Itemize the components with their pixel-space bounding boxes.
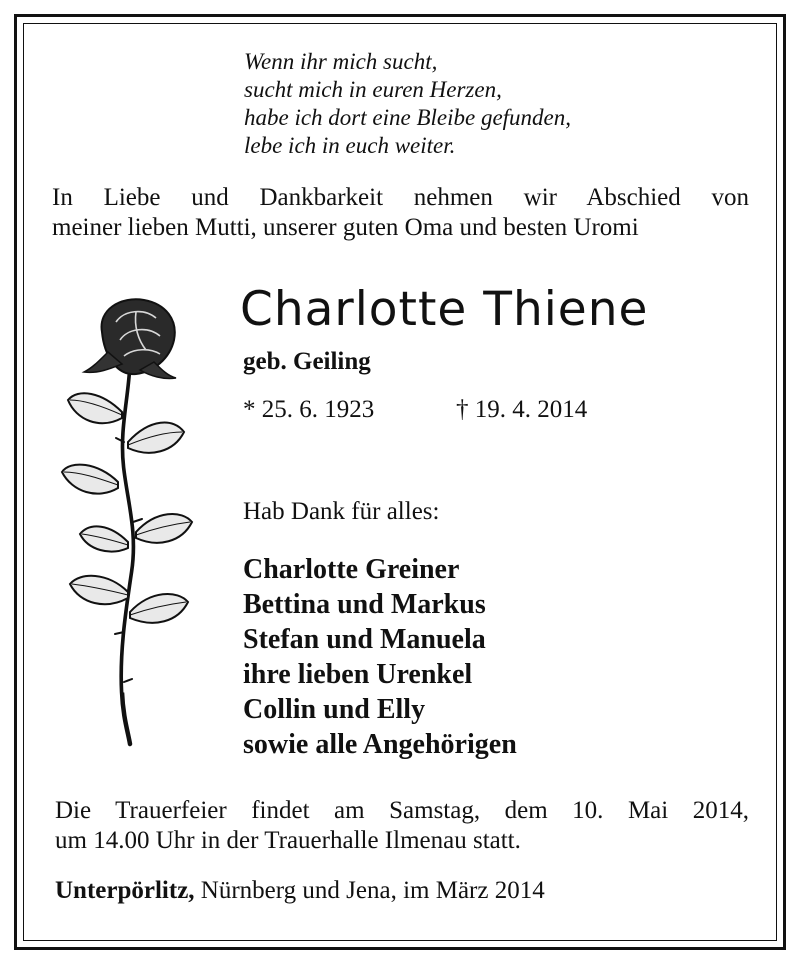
- mourner: Charlotte Greiner: [243, 554, 460, 585]
- death-date: † 19. 4. 2014: [456, 396, 588, 423]
- mourner: Stefan und Manuela: [243, 624, 486, 655]
- mourner: Collin und Elly: [243, 694, 426, 725]
- funeral-line-2: um 14.00 Uhr in der Trauerhalle Ilmenau statt.: [55, 827, 521, 854]
- poem-line: Wenn ihr mich sucht,: [244, 49, 438, 74]
- birth-date: * 25. 6. 1923: [243, 396, 375, 423]
- place-main: Unterpörlitz,: [55, 877, 195, 904]
- thanks-line: Hab Dank für alles:: [243, 498, 440, 525]
- funeral-info: [55, 796, 749, 856]
- birth-name: geb. Geiling: [243, 348, 371, 375]
- intro-text: [52, 183, 749, 243]
- deceased-name: Charlotte Thiene: [240, 282, 649, 337]
- rose-icon: [58, 292, 198, 752]
- poem-line: habe ich dort eine Bleibe gefunden,: [244, 105, 572, 130]
- poem: [244, 48, 571, 160]
- poem-line: sucht mich in euren Herzen,: [244, 77, 502, 102]
- intro-line-2: meiner lieben Mutti, unserer guten Oma und besten Uromi: [52, 214, 639, 241]
- poem-line: lebe ich in euch weiter.: [244, 133, 456, 158]
- intro-line-1: In Liebe und Dankbarkeit nehmen wir Abschied von: [52, 184, 749, 211]
- mourners-list: [243, 552, 517, 762]
- mourner: Bettina und Markus: [243, 589, 486, 620]
- place-rest: Nürnberg und Jena, im März 2014: [194, 877, 545, 904]
- mourner: sowie alle Angehörigen: [243, 729, 517, 760]
- place-date-line: [55, 877, 545, 905]
- funeral-line-1: Die Trauerfeier findet am Samstag, dem 10. Mai 2014,: [55, 797, 749, 824]
- mourner: ihre lieben Urenkel: [243, 659, 473, 690]
